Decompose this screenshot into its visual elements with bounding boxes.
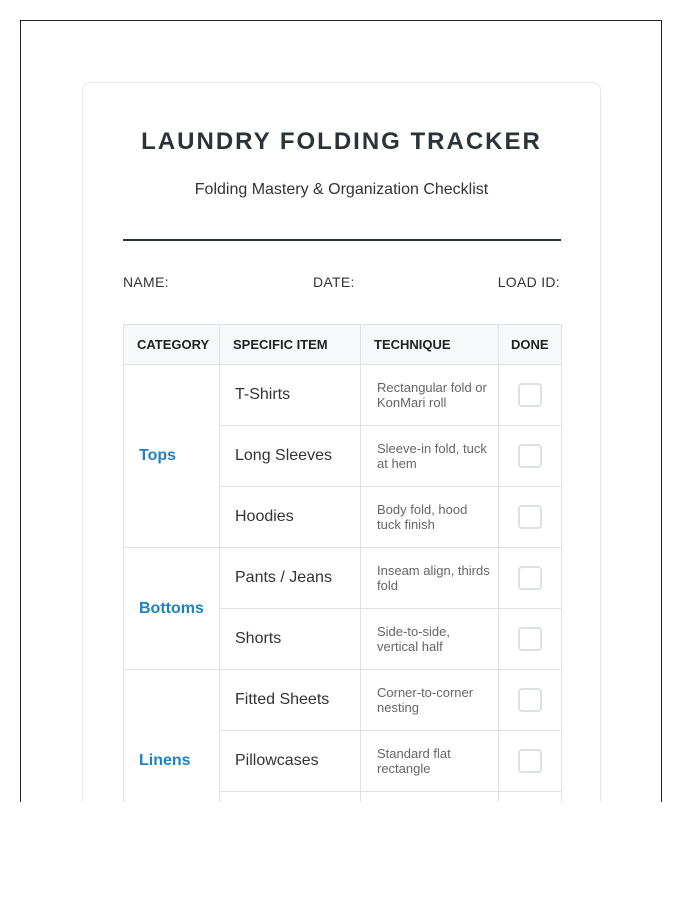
item-cell: T-Shirts [220,365,361,426]
category-cell-bottoms: Bottoms [124,548,220,670]
table-row [124,670,562,731]
technique-cell: Sleeve-in fold, tuck at hem [361,426,499,487]
technique-cell: Standard flat rectangle [361,731,499,792]
item-cell: Fitted Sheets [220,670,361,731]
table-row [124,365,562,426]
page-title: LAUNDRY FOLDING TRACKER [141,128,542,155]
done-cell [499,487,562,548]
done-checkbox[interactable] [518,627,542,651]
technique-cell: Side-to-side, vertical half [361,609,499,670]
done-cell [499,670,562,731]
date-field-label: DATE: [313,274,355,290]
done-cell [499,731,562,792]
technique-cell: Corner-to-corner nesting [361,670,499,731]
column-header-category: CATEGORY [124,325,220,365]
item-cell: Long Sleeves [220,426,361,487]
column-header-done: DONE [499,325,562,365]
done-cell [499,792,562,803]
technique-cell: Body fold, hood tuck finish [361,487,499,548]
name-field-label: NAME: [123,274,169,290]
table-header-row [124,325,562,365]
header-divider [123,239,561,241]
item-cell: Shorts [220,609,361,670]
item-cell: Pillowcases [220,731,361,792]
technique-cell: Rectangular fold or KonMari roll [361,365,499,426]
tracker-card [82,82,601,802]
category-cell-tops: Tops [124,365,220,548]
load-id-field-label: LOAD ID: [497,274,560,290]
done-checkbox[interactable] [518,383,542,407]
technique-cell: Inseam align, thirds fold [361,548,499,609]
column-header-technique: TECHNIQUE [361,325,499,365]
done-checkbox[interactable] [518,444,542,468]
done-checkbox[interactable] [518,688,542,712]
done-checkbox[interactable] [518,566,542,590]
page-subtitle: Folding Mastery & Organization Checklist [194,181,489,198]
technique-cell [361,792,499,803]
done-checkbox[interactable] [518,749,542,773]
done-cell [499,365,562,426]
item-cell [220,792,361,803]
item-cell: Hoodies [220,487,361,548]
table-row [124,548,562,609]
page-viewport [20,20,662,802]
done-cell [499,548,562,609]
done-cell [499,426,562,487]
category-cell-linens: Linens [124,670,220,803]
folding-checklist-table [123,324,562,802]
done-checkbox[interactable] [518,505,542,529]
column-header-specific-item: SPECIFIC ITEM [220,325,361,365]
item-cell: Pants / Jeans [220,548,361,609]
done-cell [499,609,562,670]
